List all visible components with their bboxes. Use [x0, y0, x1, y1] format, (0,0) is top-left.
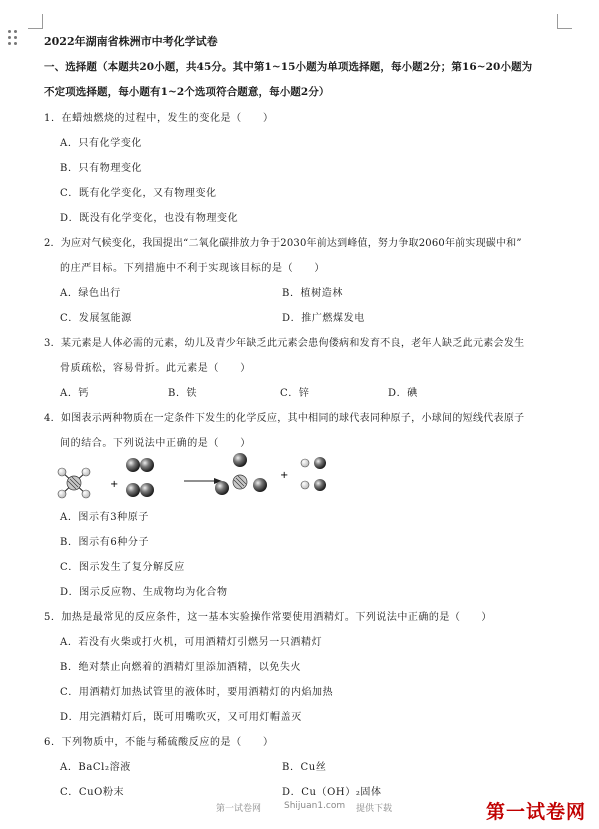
- question-4-option-b[interactable]: B．图示有6种分子: [60, 537, 150, 548]
- question-4-stem-line2: 间的结合。下列说法中正确的是（ ）: [60, 438, 251, 449]
- question-2-option-d[interactable]: D．推广燃煤发电: [282, 313, 365, 324]
- question-5-option-a[interactable]: A．若没有火柴或打火机，可用酒精灯引燃另一只酒精灯: [60, 637, 323, 648]
- plus-sign-1: +: [110, 479, 119, 490]
- product-molecule-2: [301, 457, 326, 491]
- brand-watermark: 第一试卷网: [486, 801, 587, 823]
- reaction-diagram: [44, 448, 364, 504]
- question-4-option-c[interactable]: C．图示发生了复分解反应: [60, 562, 185, 573]
- question-1-option-b[interactable]: B．只有物理变化: [60, 163, 143, 174]
- question-2-stem-line1: 2．为应对气候变化，我国提出“二氧化碳排放力争于2030年前达到峰值，努力争取2060年前实现碳中和”: [44, 238, 522, 249]
- drag-handle-icon[interactable]: [8, 30, 20, 46]
- reactant-molecule-1: [58, 468, 90, 498]
- question-6-option-d[interactable]: D．Cu（OH）₂固体: [282, 787, 382, 798]
- question-5-option-c[interactable]: C．用酒精灯加热试管里的液体时，要用酒精灯的内焰加热: [60, 687, 334, 698]
- section-heading-line1: 一、选择题（本题共20小题，共45分。其中第1~15小题为单项选择题，每小题2分；第16~20小题为: [44, 61, 533, 73]
- reactant-molecule-2: [126, 458, 154, 497]
- footer-site-name: 第一试卷网: [216, 804, 262, 814]
- question-3-stem-line2: 骨质疏松，容易骨折。此元素是（ ）: [60, 363, 251, 374]
- question-4-option-d[interactable]: D．图示反应物、生成物均为化合物: [60, 587, 228, 598]
- question-3-stem-line1: 3．某元素是人体必需的元素，幼儿及青少年缺乏此元素会患佝偻病和发育不良，老年人缺乏此元素会发生: [44, 338, 525, 349]
- question-6-option-a[interactable]: A．BaCl₂溶液: [60, 762, 131, 773]
- footer-download-note: 提供下载: [356, 804, 393, 814]
- question-3-option-b[interactable]: B．铁: [168, 388, 198, 399]
- question-5-option-d[interactable]: D．用完酒精灯后，既可用嘴吹灭，又可用灯帽盖灭: [60, 712, 302, 723]
- footer-site-url[interactable]: Shijuan1.com: [284, 801, 346, 811]
- question-6-option-b[interactable]: B．Cu丝: [282, 762, 327, 773]
- question-5-option-b[interactable]: B．绝对禁止向燃着的酒精灯里添加酒精，以免失火: [60, 662, 302, 673]
- question-2-stem-line2: 的庄严目标。下列措施中不利于实现该目标的是（ ）: [60, 263, 325, 274]
- question-4-option-a[interactable]: A．图示有3种原子: [60, 512, 149, 523]
- question-3-option-a[interactable]: A．钙: [60, 388, 90, 399]
- page-corner-mark-right: [557, 14, 572, 29]
- question-4-stem-line1: 4．如图表示两种物质在一定条件下发生的化学反应，其中相同的球代表同种原子，小球间的短线代表原子: [44, 413, 525, 424]
- question-2-option-a[interactable]: A．绿色出行: [60, 288, 121, 299]
- question-6-option-c[interactable]: C．CuO粉末: [60, 787, 125, 798]
- exam-title: 2022年湖南省株洲市中考化学试卷: [44, 35, 218, 48]
- product-molecule-1: [215, 453, 267, 495]
- question-2-option-b[interactable]: B．植树造林: [282, 288, 343, 299]
- plus-sign-2: +: [280, 470, 289, 481]
- question-6-stem: 6．下列物质中，不能与稀硫酸反应的是（ ）: [44, 737, 274, 748]
- section-heading-line2: 不定项选择题，每小题有1~2个选项符合题意，每小题2分）: [44, 86, 330, 98]
- question-2-option-c[interactable]: C．发展氢能源: [60, 313, 132, 324]
- question-1-stem: 1．在蜡烛燃烧的过程中，发生的变化是（ ）: [44, 113, 274, 124]
- reaction-arrow-icon: [184, 478, 222, 484]
- question-1-option-a[interactable]: A．只有化学变化: [60, 138, 143, 149]
- page-corner-mark-left: [28, 14, 43, 29]
- question-3-option-c[interactable]: C．锌: [280, 388, 310, 399]
- question-1-option-c[interactable]: C．既有化学变化，又有物理变化: [60, 188, 217, 199]
- question-5-stem: 5．加热是最常见的反应条件，这一基本实验操作常要使用酒精灯。下列说法中正确的是（ ）: [44, 612, 492, 623]
- question-1-option-d[interactable]: D．既没有化学变化，也没有物理变化: [60, 213, 239, 224]
- question-3-option-d[interactable]: D．碘: [388, 388, 418, 399]
